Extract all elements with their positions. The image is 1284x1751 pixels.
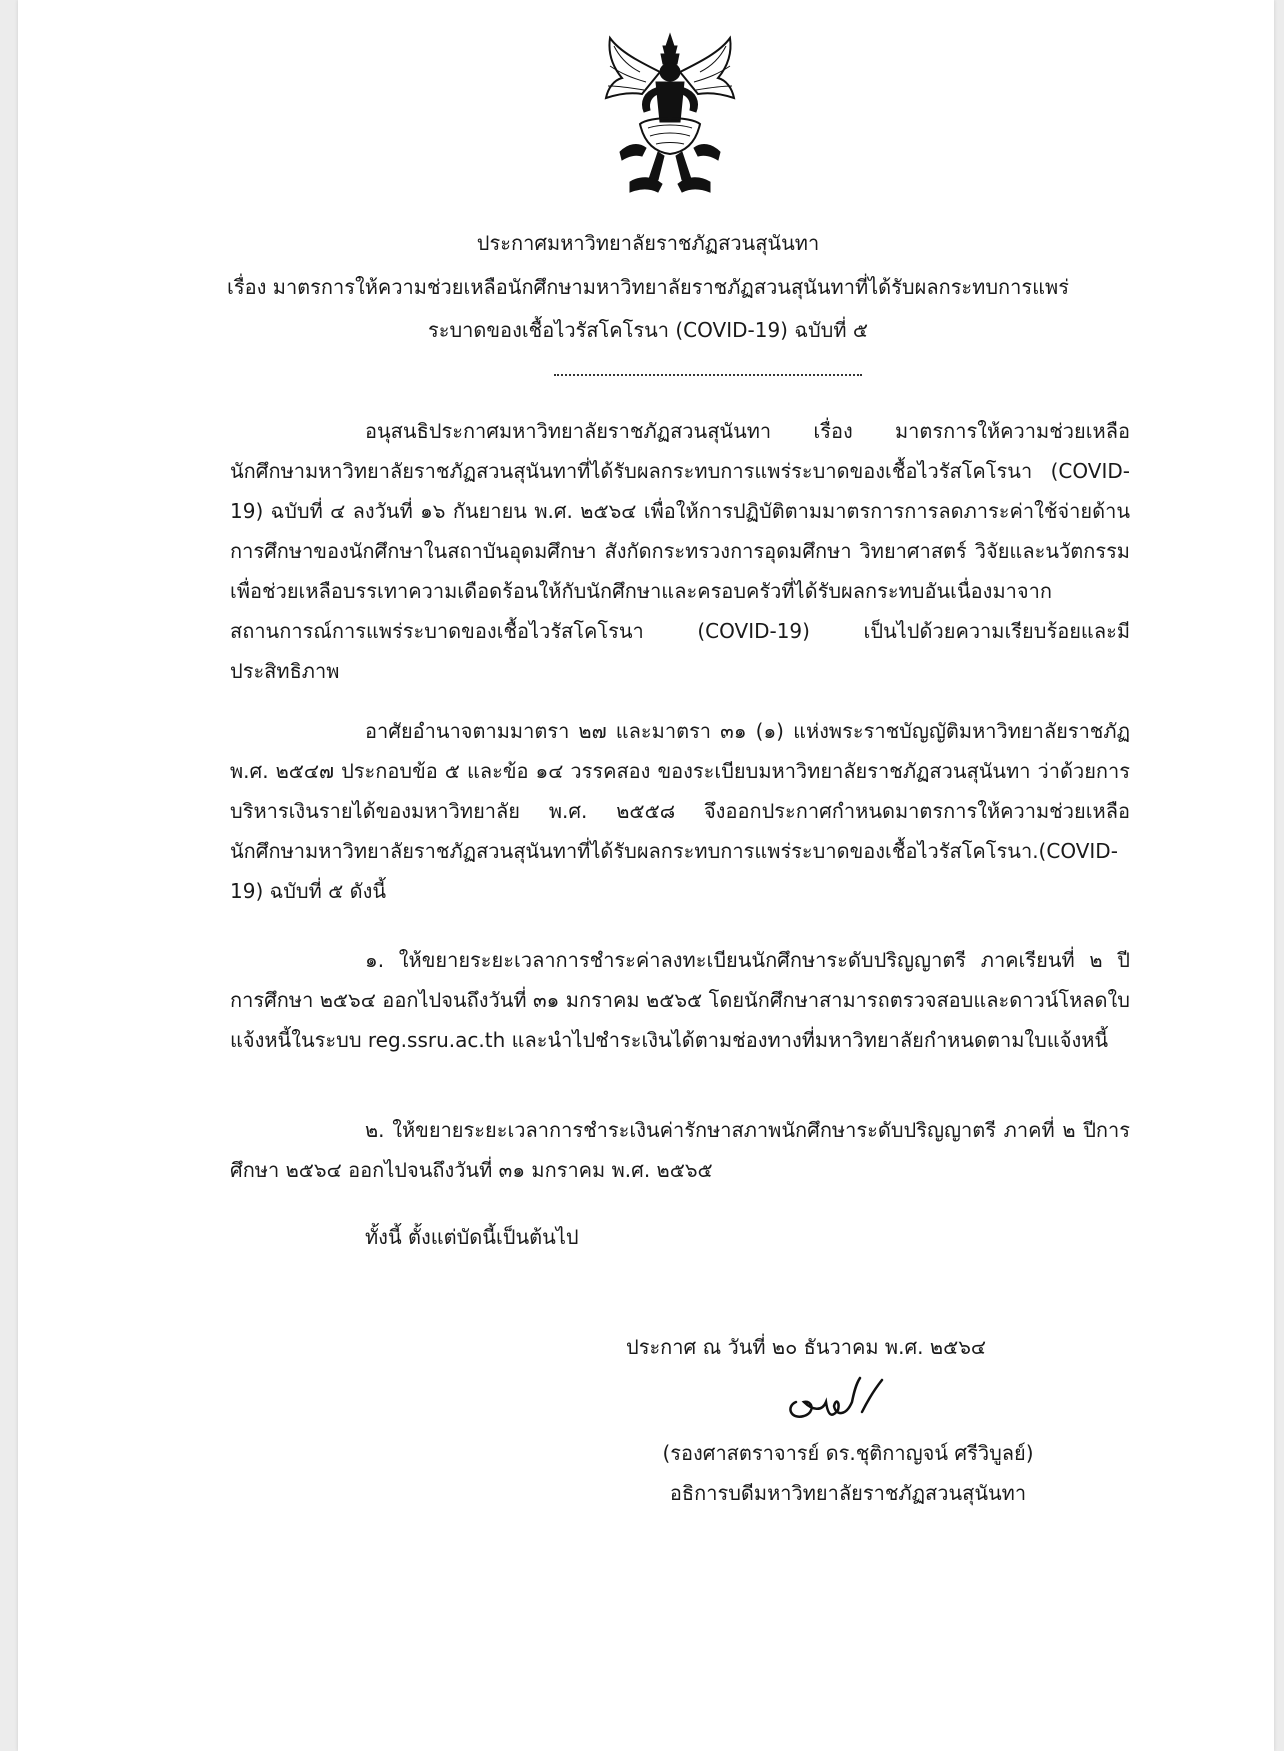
dotted-divider <box>554 360 862 376</box>
measure-item-2: ๒. ให้ขยายระยะเวลาการชำระเงินค่ารักษาสภาพนักศึกษาระดับปริญญาตรี ภาคที่ ๒ ปีการศึกษา ๒๕๖๔ ออกไปจนถึงวันที่ ๓๑ มกราคม พ.ศ. ๒๕๖๕ <box>230 1118 1130 1182</box>
measure-item-1: ๑. ให้ขยายระยะเวลาการชำระค่าลงทะเบียนนักศึกษาระดับปริญญาตรี ภาคเรียนที่ ๒ ปีการศึกษา ๒๕๖๔ ออกไปจนถึงวันที่ ๓๑ มกราคม ๒๕๖๕ โดยนักศึกษาสามารถตรวจสอบและดาวน์โหลดใบแจ้งหนี้ในระบบ reg.ssru.ac.th และนำไปชำระเงินได้ตามช่องทางที่มหาวิทยาลัยกำหนดตามใบแจ้งหนี้ <box>230 948 1130 1052</box>
garuda-emblem-icon <box>600 32 740 202</box>
paragraph-background: อนุสนธิประกาศมหาวิทยาลัยราชภัฏสวนสุนันทา เรื่อง มาตรการให้ความช่วยเหลือนักศึกษามหาวิทยาลัยราชภัฏสวนสุนันทาที่ได้รับผลกระทบการแพร่ระบาดของเชื้อไวรัสโคโรนา (COVID-19) ฉบับที่ ๔ ลงวันที่ ๑๖ กันยายน พ.ศ. ๒๕๖๔ เพื่อให้การปฏิบัติตามมาตรการการลดภาระค่าใช้จ่ายด้านการศึกษาของนักศึกษาในสถาบันอุดมศึกษา สังกัดกระทรวงการอุดมศึกษา วิทยาศาสตร์ วิจัยและนวัตกรรม เพื่อช่วยเหลือบรรเทาความเดือดร้อนให้กับนักศึกษาและครอบครัวที่ได้รับผลกระทบอันเนื่องมาจากสถานการณ์การแพร่ระบาดของเชื้อไวรัสโคโรนา (COVID-19) เป็นไปด้วยความเรียบร้อยและมีประสิทธิภาพ <box>230 419 1130 683</box>
closing-statement: ทั้งนี้ ตั้งแต่บัดนี้เป็นต้นไป <box>365 1225 579 1249</box>
paragraph-authority: อาศัยอำนาจตามมาตรา ๒๗ และมาตรา ๓๑ (๑) แห่งพระราชบัญญัติมหาวิทยาลัยราชภัฏ พ.ศ. ๒๕๔๗ ประกอบข้อ ๕ และข้อ ๑๔ วรรคสอง ของระเบียบมหาวิทยาลัยราชภัฏสวนสุนันทา ว่าด้วยการบริหารเงินรายได้ของมหาวิทยาลัย พ.ศ. ๒๕๕๘ จึงออกประกาศกำหนดมาตรการให้ความช่วยเหลือนักศึกษามหาวิทยาลัยราชภัฏสวนสุนันทาที่ได้รับผลกระทบการแพร่ระบาดของเชื้อไวรัสโคโรนา.(COVID-19) ฉบับที่ ๕ ดังนี้ <box>230 719 1130 903</box>
signer-name: (รองศาสตราจารย์ ดร.ชุติกาญจน์ ศรีวิบูลย์) <box>662 1441 1034 1465</box>
document-subject-line-1: เรื่อง มาตรการให้ความช่วยเหลือนักศึกษามหาวิทยาลัยราชภัฏสวนสุนันทาที่ได้รับผลกระทบการแพร่ <box>227 275 1069 299</box>
announcement-date: ประกาศ ณ วันที่ ๒๐ ธันวาคม พ.ศ. ๒๕๖๔ <box>626 1335 987 1359</box>
document-subject-line-2: ระบาดของเชื้อไวรัสโคโรนา (COVID-19) ฉบับที่ ๕ <box>427 318 869 342</box>
document-issuer: ประกาศมหาวิทยาลัยราชภัฏสวนสุนันทา <box>476 231 820 255</box>
document-page <box>18 0 1274 1751</box>
handwritten-signature <box>782 1372 892 1432</box>
signer-title: อธิการบดีมหาวิทยาลัยราชภัฏสวนสุนันทา <box>669 1481 1027 1505</box>
